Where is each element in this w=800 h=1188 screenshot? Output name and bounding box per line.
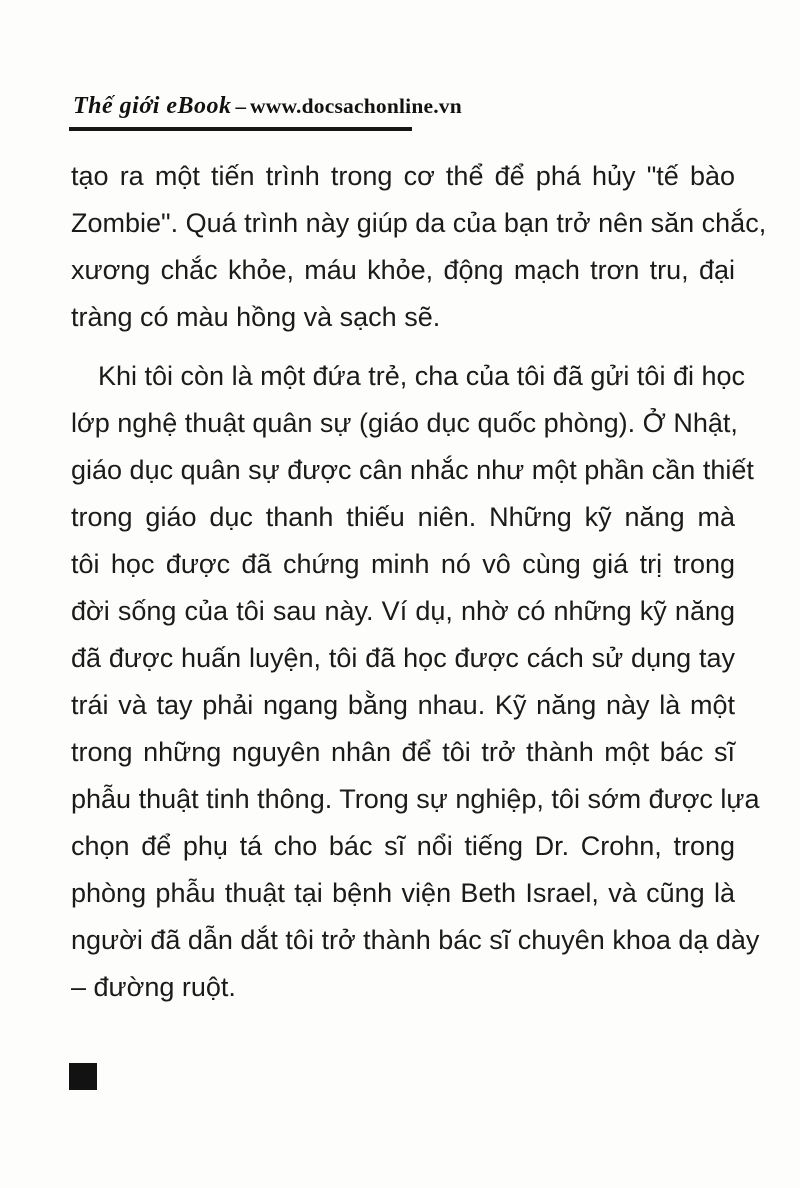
ebook-brand-title: Thế giới eBook: [73, 93, 232, 119]
text-line: trong giáo dục thanh thiếu niên. Những kỹ năng mà: [71, 502, 735, 532]
text-line: Zombie". Quá trình này giúp da của bạn trở nên săn chắc,: [71, 208, 767, 238]
text-line: – đường ruột.: [71, 972, 236, 1002]
text-line: đã được huấn luyện, tôi đã học được cách sử dụng tay: [71, 643, 735, 673]
text-line: phẫu thuật tinh thông. Trong sự nghiệp, tôi sớm được lựa: [71, 784, 760, 814]
text-line: Khi tôi còn là một đứa trẻ, cha của tôi đã gửi tôi đi học: [98, 361, 745, 391]
header-website-url: www.docsachonline.vn: [250, 94, 462, 118]
header-separator: –: [235, 94, 247, 118]
paragraph: [71, 153, 767, 341]
end-of-section-square-icon: [69, 1063, 97, 1090]
text-line: người đã dẫn dắt tôi trở thành bác sĩ chuyên khoa dạ dày: [71, 925, 760, 955]
page-header: [69, 93, 462, 131]
text-line: trái và tay phải ngang bằng nhau. Kỹ năng này là một: [71, 690, 735, 720]
text-line: chọn để phụ tá cho bác sĩ nổi tiếng Dr. Crohn, trong: [71, 831, 735, 861]
text-line: phòng phẫu thuật tại bệnh viện Beth Israel, và cũng là: [71, 878, 735, 908]
text-line: giáo dục quân sự được cân nhắc như một phần cần thiết: [71, 455, 754, 485]
text-line: đời sống của tôi sau này. Ví dụ, nhờ có những kỹ năng: [71, 596, 735, 626]
text-line: lớp nghệ thuật quân sự (giáo dục quốc phòng). Ở Nhật,: [71, 408, 738, 438]
body-text: [71, 153, 767, 1011]
text-line: tôi học được đã chứng minh nó vô cùng giá trị trong: [71, 549, 735, 579]
text-line: tạo ra một tiến trình trong cơ thể để phá hủy "tế bào: [71, 161, 735, 191]
text-line: tràng có màu hồng và sạch sẽ.: [71, 302, 441, 332]
paragraph: [71, 353, 760, 1011]
text-line: xương chắc khỏe, máu khỏe, động mạch trơn tru, đại: [71, 255, 735, 285]
text-line: trong những nguyên nhân để tôi trở thành một bác sĩ: [71, 737, 735, 767]
